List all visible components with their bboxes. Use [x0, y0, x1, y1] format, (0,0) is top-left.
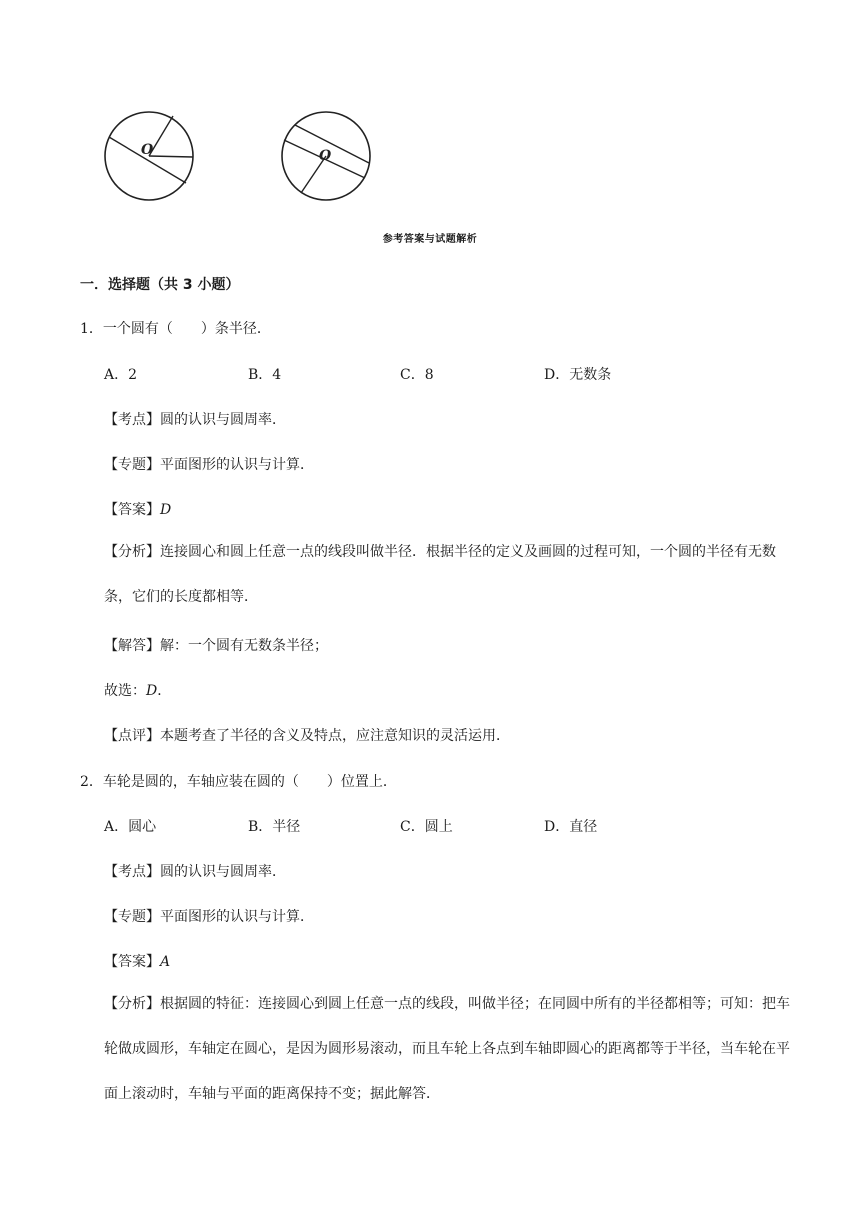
section-heading: 一．选择题（共 3 小题） [80, 277, 240, 293]
guxuan-value: D [146, 683, 158, 699]
answer-value: A [160, 954, 171, 970]
center-label: O [141, 142, 154, 158]
q1-option-a: A．2 [104, 367, 138, 383]
q1-answer [104, 499, 171, 519]
q2-kaodian: 【考点】圆的认识与圆周率． [104, 864, 286, 880]
q1-guxuan [104, 680, 171, 700]
guxuan-label: 故选： [104, 683, 146, 699]
q1-zhuanti: 【专题】平面图形的认识与计算． [104, 457, 314, 473]
q1-option-c: C．8 [400, 367, 434, 383]
question-1-stem: 1．一个圆有（ ）条半径． [80, 321, 271, 337]
q2-option-c: C．圆上 [400, 819, 453, 835]
q2-zhuanti: 【专题】平面图形的认识与计算． [104, 909, 314, 925]
radius-line-right [149, 156, 193, 157]
q1-jieda: 【解答】解：一个圆有无数条半径； [104, 638, 328, 654]
guxuan-end: ． [157, 683, 172, 699]
q1-fenxi: 【分析】连接圆心和圆上任意一点的线段叫做半径．根据半径的定义及画圆的过程可知，一个圆的半径有无数条，它们的长度都相等． [104, 544, 776, 605]
q2-option-b: B．半径 [248, 819, 301, 835]
q2-answer [104, 951, 170, 971]
diameter-line-1 [295, 125, 369, 163]
page-title: 参考答案与试题解析 [382, 234, 478, 245]
q1-dianping: 【点评】本题考查了半径的含义及特点，应注意知识的灵活运用． [104, 728, 510, 744]
circle-figure-1 [100, 108, 200, 204]
q1-option-b: B．4 [248, 367, 282, 383]
q2-option-d: D．直径 [544, 819, 598, 835]
circle-figure-2 [276, 108, 376, 204]
center-label: O [319, 148, 332, 164]
answer-label: 【答案】 [104, 954, 160, 970]
answer-label: 【答案】 [104, 502, 160, 518]
q1-kaodian: 【考点】圆的认识与圆周率． [104, 412, 286, 428]
q1-option-d: D．无数条 [544, 367, 612, 383]
question-2-stem: 2．车轮是圆的，车轴应装在圆的（ ）位置上． [80, 774, 397, 790]
q2-fenxi: 【分析】根据圆的特征：连接圆心到圆上任意一点的线段，叫做半径；在同圆中所有的半径都相等；可知：把车轮做成圆形，车轴定在圆心，是因为圆形易滚动，而且车轮上各点到车轴即圆心的距离都等于半径，当车轮在平面上滚动时，车轴与平面的距离保持不变；据此解答． [104, 996, 790, 1102]
answer-value: D [160, 502, 172, 518]
q2-option-a: A．圆心 [104, 819, 157, 835]
